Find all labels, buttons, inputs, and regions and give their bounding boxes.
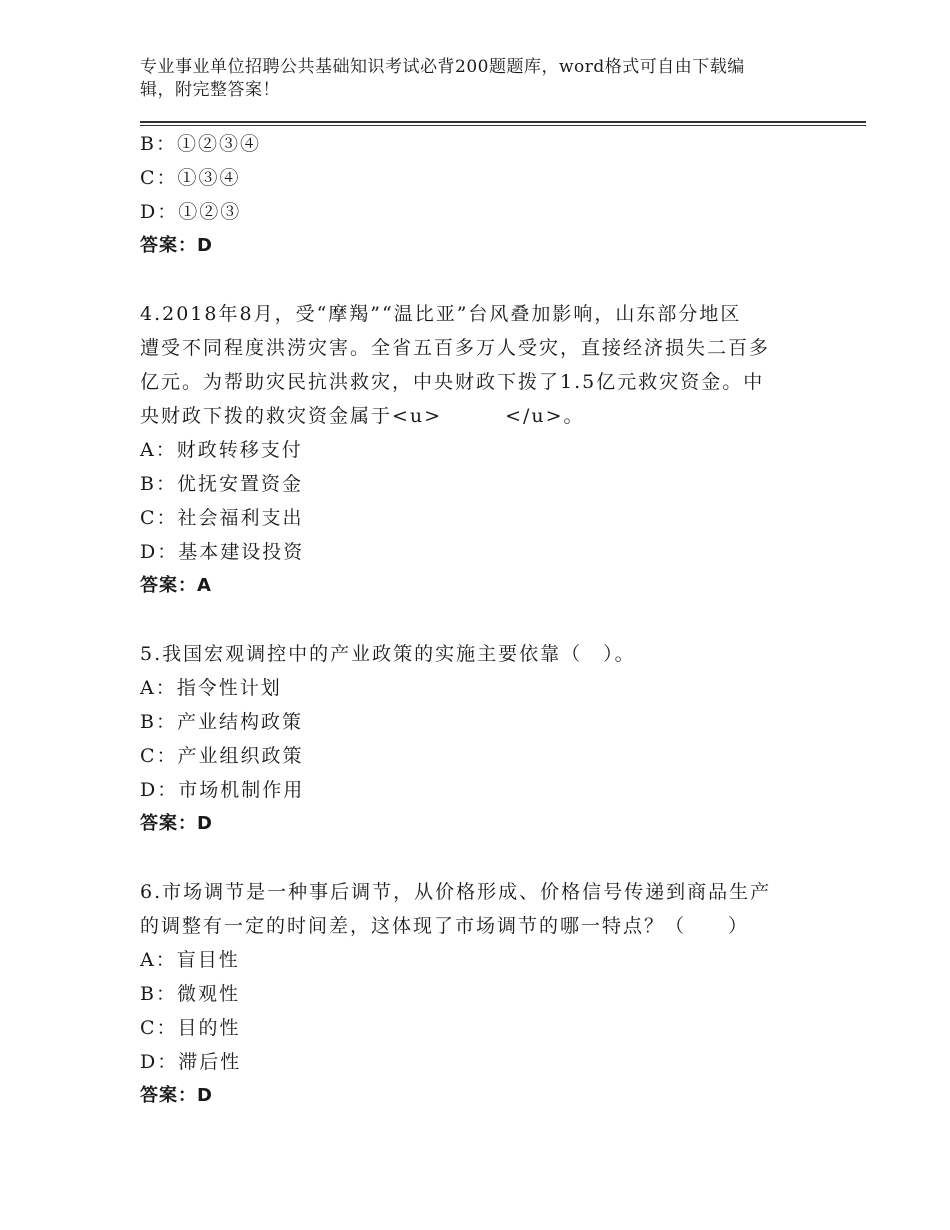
option-a: A：盲目性 <box>140 949 240 971</box>
answer: 答案：D <box>140 235 213 256</box>
header-rule-thin <box>140 125 866 126</box>
question-text <box>140 875 820 943</box>
question-line: 亿元。为帮助灾民抗洪救灾，中央财政下拨了1.5亿元救灾资金。中 <box>140 371 765 393</box>
option-b: B：优抚安置资金 <box>140 473 303 495</box>
header-line-2: 辑，附完整答案！ <box>140 80 280 100</box>
option-d: D：基本建设投资 <box>140 541 305 563</box>
option-b: B：产业结构政策 <box>140 711 303 733</box>
spacer <box>140 603 820 637</box>
answer: 答案：D <box>140 813 213 834</box>
option-d: D：①②③ <box>140 201 242 223</box>
question-line: 的调整有一定的时间差，这体现了市场调节的哪一特点？（ ） <box>140 915 750 937</box>
question-3 <box>140 127 820 263</box>
option-c: C：目的性 <box>140 1017 241 1039</box>
option-d: D：市场机制作用 <box>140 779 305 801</box>
option-c: C：①③④ <box>140 167 241 189</box>
spacer <box>140 841 820 875</box>
option-b: B：微观性 <box>140 983 240 1005</box>
option-b: B：①②③④ <box>140 133 261 155</box>
question-text <box>140 297 820 433</box>
question-4 <box>140 297 820 603</box>
question-6 <box>140 875 820 1113</box>
option-c: C：社会福利支出 <box>140 507 304 529</box>
question-line: 遭受不同程度洪涝灾害。全省五百多万人受灾，直接经济损失二百多 <box>140 337 771 359</box>
answer: 答案：A <box>140 575 212 596</box>
document-header <box>140 56 800 102</box>
document-body <box>140 127 820 1113</box>
question-line: 央财政下拨的救灾资金属于<u> </u>。 <box>140 405 585 427</box>
spacer <box>140 263 820 297</box>
option-a: A：财政转移支付 <box>140 439 303 461</box>
question-text <box>140 637 820 671</box>
question-line: 5.我国宏观调控中的产业政策的实施主要依靠（ ）。 <box>140 643 636 665</box>
question-line: 4.2018年8月，受“摩羯”“温比亚”台风叠加影响，山东部分地区 <box>140 303 742 325</box>
question-line: 6.市场调节是一种事后调节，从价格形成、价格信号传递到商品生产 <box>140 881 772 903</box>
option-a: A：指令性计划 <box>140 677 282 699</box>
answer: 答案：D <box>140 1085 213 1106</box>
question-5 <box>140 637 820 841</box>
header-line-1: 专业事业单位招聘公共基础知识考试必背200题题库，word格式可自由下载编 <box>140 57 745 77</box>
option-c: C：产业组织政策 <box>140 745 304 767</box>
option-d: D：滞后性 <box>140 1051 242 1073</box>
header-rule-thick <box>140 121 866 123</box>
